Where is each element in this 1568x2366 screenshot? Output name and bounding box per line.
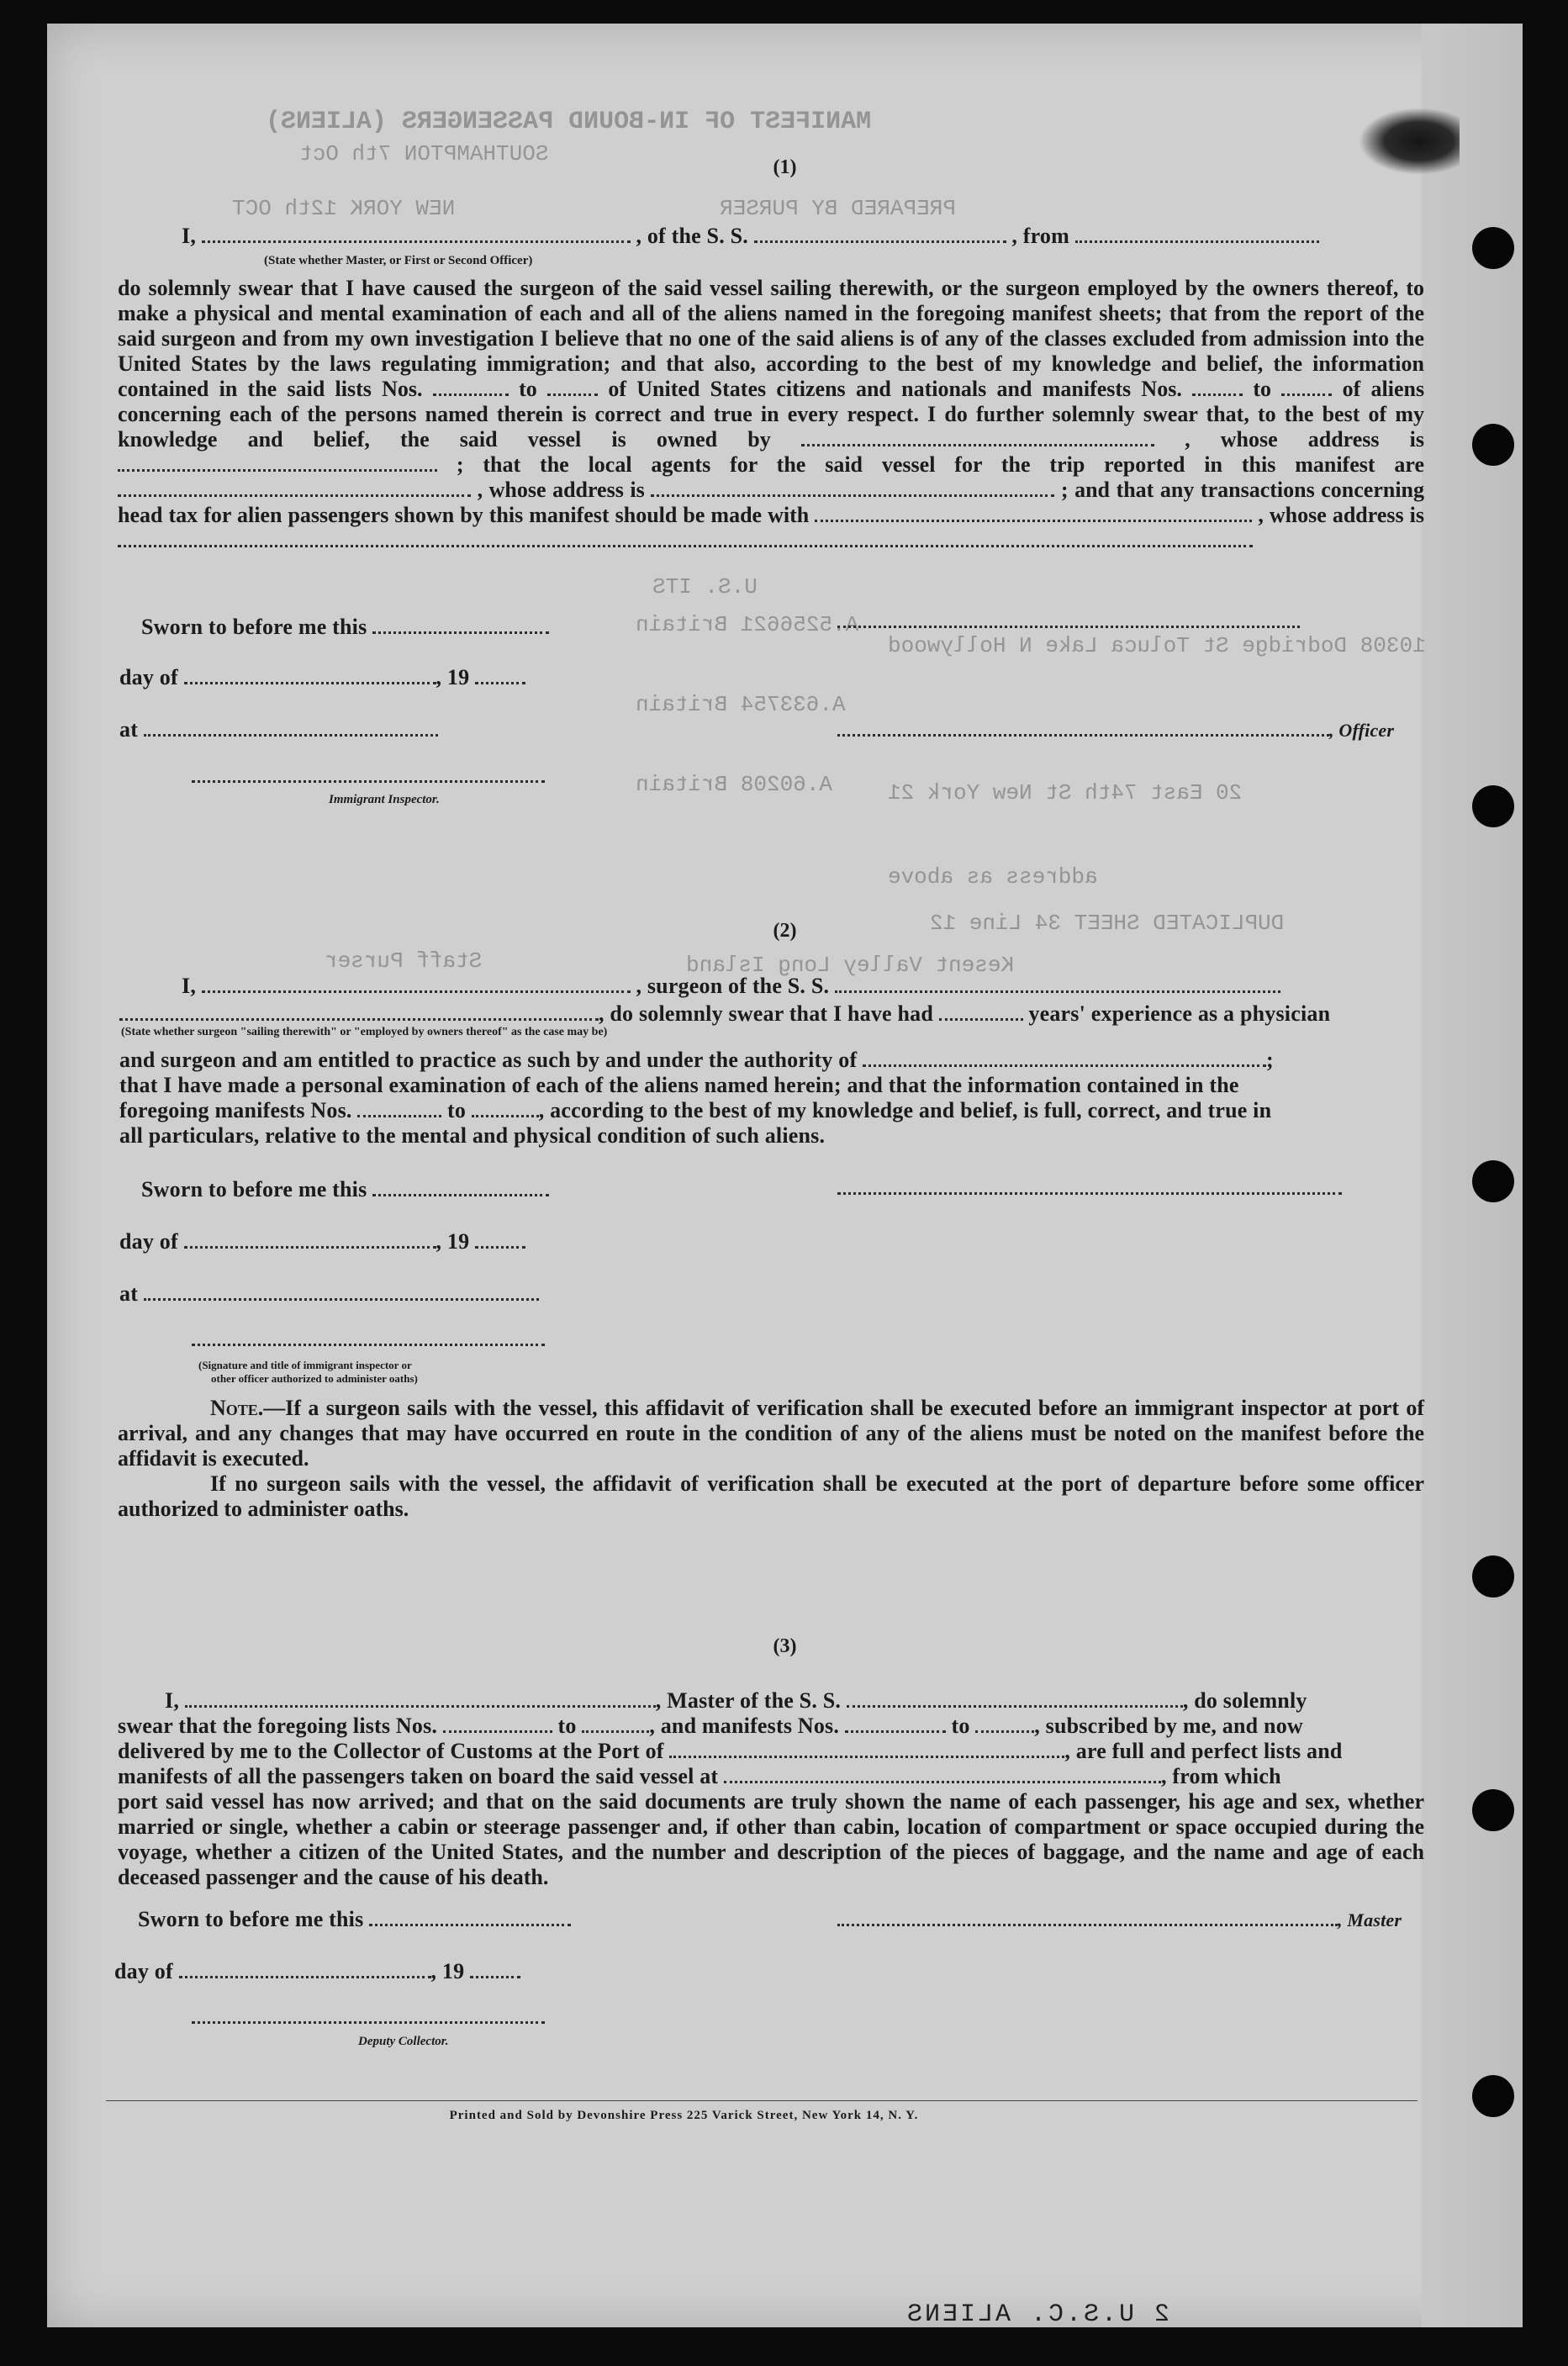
oath-text: of aliens concerning each of the persons named therein is correct and true in every respect. I do further solemnly swear that, to the best of my knowledge and belief, the said vessel is owned by xyxy=(118,377,1425,452)
note-text: —If a surgeon sails with the vessel, this affidavit of verification shall be executed before an immigrant inspector at port of arrival, and any changes that may have occurred en route in the condition of any of the aliens must be noted on the manifest before the affidavit is executed. xyxy=(118,1396,1424,1471)
blank-lists-to xyxy=(547,378,598,396)
text: day of xyxy=(119,1229,178,1254)
authorized-officer-signature-line xyxy=(192,1344,545,1346)
oath-text: ; that the local agents for the said vessel for the trip reported in this manifest are xyxy=(456,452,1424,477)
binder-hole xyxy=(1472,1789,1514,1831)
binder-hole xyxy=(1472,227,1514,269)
note-label: Note. xyxy=(210,1396,264,1420)
text: , 19 xyxy=(436,1229,470,1254)
text: , are full and perfect lists and xyxy=(1064,1739,1343,1763)
blank-manifests-to xyxy=(975,1715,1034,1733)
blank-sailing-status xyxy=(119,1003,599,1021)
section-2-note-2 xyxy=(118,1471,1424,1522)
blank-day xyxy=(184,1231,436,1249)
deputy-signature-line xyxy=(192,2021,545,2024)
text: at xyxy=(119,1281,139,1306)
bleed-line: U.S. ITS xyxy=(652,574,758,599)
blank-boarding-port xyxy=(724,1766,1161,1783)
blank-vessel-name xyxy=(835,975,1280,993)
section-3-line-4 xyxy=(118,1764,1281,1789)
blank-year xyxy=(470,1961,520,1978)
blank-port-from xyxy=(1075,225,1319,243)
text: and surgeon and am entitled to practice as such by and under the authority of xyxy=(119,1048,858,1072)
blank-vessel-name xyxy=(754,225,1006,243)
text: to xyxy=(951,1714,970,1738)
blank-lists-to xyxy=(582,1715,649,1733)
blank-sworn xyxy=(372,1179,549,1196)
text: I, xyxy=(182,224,197,248)
blank-manifests-to xyxy=(472,1100,539,1117)
surgeon-caption: (State whether surgeon "sailing therewith" or "employed by owners thereof" as the case may be) xyxy=(121,1026,608,1038)
text: , Master of the S. S. xyxy=(655,1688,842,1713)
officer-line xyxy=(837,717,1394,742)
text: at xyxy=(119,717,139,742)
blank-master-signature xyxy=(837,1909,1338,1926)
blank-at xyxy=(144,719,438,737)
blank-surgeon-name xyxy=(202,975,631,993)
oath-text: , whose address is xyxy=(1185,427,1425,452)
inspector-signature-line xyxy=(192,780,545,783)
blank-sworn xyxy=(372,616,549,634)
blank-officer-name xyxy=(202,225,631,243)
binder-hole xyxy=(1472,2075,1514,2117)
text: , Officer xyxy=(1329,720,1395,741)
blank-local-agents xyxy=(118,479,471,497)
text: day of xyxy=(114,1959,173,1983)
section-3-line-1 xyxy=(165,1688,1307,1714)
bleed-line: NEW YORK 12th OCT xyxy=(232,196,456,221)
section-1-oath xyxy=(118,276,1424,553)
blank-authority xyxy=(863,1049,1266,1067)
bleed-line: A.633754 Britain xyxy=(636,692,846,717)
text: , from xyxy=(1011,224,1069,248)
text: , do solemnly xyxy=(1182,1688,1307,1713)
blank-owner-address xyxy=(118,454,437,472)
section-2-at xyxy=(119,1281,539,1307)
bleed-line: A.5256621 Britain xyxy=(636,612,859,637)
text: delivered by me to the Collector of Customs at the Port of xyxy=(118,1739,664,1763)
text: Sworn to before me this xyxy=(141,1177,367,1201)
section-3-line-3 xyxy=(118,1739,1343,1764)
text: , according to the best of my knowledge and belief, is full, correct, and true in xyxy=(538,1098,1272,1122)
text: Sworn to before me this xyxy=(138,1907,364,1931)
blank-owner xyxy=(801,429,1154,446)
binder-hole xyxy=(1472,785,1514,827)
blank-manifests-from xyxy=(1192,378,1243,396)
blank-year xyxy=(475,1231,525,1249)
signature-caption-2: other officer authorized to administer oaths) xyxy=(211,1372,418,1385)
text: manifests of all the passengers taken on board the said vessel at xyxy=(118,1764,719,1788)
text: day of xyxy=(119,665,178,689)
section-2-day xyxy=(119,1229,525,1254)
text: , subscribed by me, and now xyxy=(1034,1714,1303,1738)
blank-manifests-to xyxy=(1281,378,1332,396)
bleed-line: 10308 Dodridge St Toluca Lake N Hollywood xyxy=(888,633,1426,658)
section-3-day xyxy=(114,1959,520,1984)
text: Sworn to before me this xyxy=(141,615,367,639)
section-1-day xyxy=(119,665,525,690)
section-3-oath xyxy=(118,1789,1424,1890)
blank-at xyxy=(144,1283,539,1301)
blank-agents-address xyxy=(651,479,1054,497)
text: , do solemnly swear that I have had xyxy=(599,1001,934,1026)
bleed-line: A.60208 Britain xyxy=(636,772,833,797)
bleed-line: Kesent Valley Long Island xyxy=(686,953,1015,978)
note-text: If no surgeon sails with the vessel, the affidavit of verification shall be executed at the port of departure before some officer authorized to administer oaths. xyxy=(118,1471,1424,1521)
bleed-line: 20 East 74th St New York 21 xyxy=(888,780,1243,805)
printer-imprint: Printed and Sold by Devonshire Press 225 Varick Street, New York 14, N. Y. xyxy=(449,2109,919,2122)
oath-text: of United States citizens and nationals and manifests Nos. xyxy=(608,377,1182,401)
blank-port xyxy=(669,1740,1064,1758)
oath-text: port said vessel has now arrived; and that on the said documents are truly shown the name of each passenger, his age and sex, whether married or single, whether a cabin or steerage passenger and, if other than cabin, location of compartment or space occupied during the voyage, whether a citizen of the United States, and the number and description of the pieces of baggage, and the name and age of each deceased passenger and the cause of his death. xyxy=(118,1789,1424,1889)
text: to xyxy=(447,1098,467,1122)
text: I, xyxy=(165,1688,180,1713)
master-line xyxy=(837,1907,1402,1932)
text: to xyxy=(557,1714,577,1738)
section-2-line-1 xyxy=(182,974,1280,999)
blank-vessel-name xyxy=(847,1690,1183,1708)
section-2-number: (2) xyxy=(773,920,797,942)
section-3-number: (3) xyxy=(773,1635,797,1657)
oath-text: ; and that any transactions concerning head tax for alien passengers shown by this manifest should be made with xyxy=(118,478,1425,527)
text: swear that the foregoing lists Nos. xyxy=(118,1714,438,1738)
section-2-line-4: that I have made a personal examination of each of the aliens named herein; and that the information contained in the xyxy=(119,1073,1239,1097)
section-3-line-2 xyxy=(118,1714,1303,1739)
oath-text: to xyxy=(1253,377,1272,401)
blank-master-name xyxy=(185,1690,656,1708)
section-2-sworn xyxy=(141,1177,549,1202)
section-2-line-2 xyxy=(119,1001,1330,1027)
bleed-line: PREPARED BY PURSER xyxy=(720,196,956,221)
text: , and manifests Nos. xyxy=(649,1714,840,1738)
officer-signature-line xyxy=(837,626,1300,628)
deputy-caption: Deputy Collector. xyxy=(358,2035,449,2048)
section-1-number: (1) xyxy=(773,156,797,178)
blank-sworn xyxy=(369,1909,571,1926)
bleed-line: Staff Purser xyxy=(325,948,483,974)
text: , from which xyxy=(1161,1764,1281,1788)
inspector-caption: Immigrant Inspector. xyxy=(329,793,440,806)
signature-caption-1: (Signature and title of immigrant inspector or xyxy=(198,1359,412,1371)
text: , 19 xyxy=(430,1959,465,1983)
binder-hole xyxy=(1472,1555,1514,1598)
section-2-note xyxy=(118,1396,1424,1471)
officer-caption: (State whether Master, or First or Second Officer) xyxy=(264,254,533,267)
text: , 19 xyxy=(436,665,470,689)
bleed-line: MANIFEST OF IN-BOUND PASSENGERS (ALIENS) xyxy=(266,108,872,136)
surgeon-signature-line xyxy=(837,1192,1342,1195)
bleed-line: SOUTHAMPTON 7th Oct xyxy=(299,141,549,166)
oath-text: to xyxy=(519,377,537,401)
text: years' experience as a physician xyxy=(1028,1001,1331,1026)
text: , Master xyxy=(1338,1909,1402,1930)
blank-officer-signature xyxy=(837,719,1329,737)
oath-text: do solemnly swear that I have caused the surgeon of the said vessel sailing therewith, or the surgeon employed by the owners thereof, to make a physical and mental examination of each and all of the aliens named in the foregoing manifest sheets; that from the report of the said surgeon and from my own investigation I believe that no one of the said aliens is of any of the classes excluded from admission into the United States by the laws regulating immigration; and that also, according to the best of my knowledge and belief, the information contained in the said lists Nos. xyxy=(118,276,1424,401)
section-2-line-6: all particulars, relative to the mental and physical condition of such aliens. xyxy=(119,1123,826,1148)
bleed-line: address as above xyxy=(888,864,1098,890)
text: foregoing manifests Nos. xyxy=(119,1098,352,1122)
oath-text: , whose address is xyxy=(1258,503,1424,527)
section-1-line-1 xyxy=(182,224,1319,249)
binder-hole xyxy=(1472,1160,1514,1202)
section-2-line-3: and surgeon and am entitled to practice as such by and under the authority of ; xyxy=(119,1048,1274,1072)
blank-manifests-from xyxy=(845,1715,946,1733)
blank-lists-from xyxy=(443,1715,552,1733)
binder-hole xyxy=(1472,424,1514,466)
section-2-line-5 xyxy=(119,1098,1271,1123)
section-1-at xyxy=(119,717,438,742)
text: , of the S. S. xyxy=(636,224,748,248)
text: I, xyxy=(182,974,197,998)
text: , surgeon of the S. S. xyxy=(636,974,830,998)
section-1-sworn xyxy=(141,615,549,640)
blank-day xyxy=(179,1961,431,1978)
printer-rule xyxy=(106,2100,1418,2101)
section-3-sworn xyxy=(138,1907,571,1932)
oath-text: , whose address is xyxy=(477,478,645,502)
blank-year xyxy=(475,667,525,684)
footer-stamp: 2 U.S.C. ALIENS xyxy=(905,2300,1170,2329)
blank-years xyxy=(939,1003,1023,1021)
blank-lists-from xyxy=(433,378,509,396)
blank-day xyxy=(184,667,436,684)
blank-head-tax-party xyxy=(815,504,1252,522)
bleed-line: DUPLICATED SHEET 34 Line 12 xyxy=(930,911,1285,936)
manifest-reverse-page xyxy=(47,24,1523,2327)
blank-manifests-from xyxy=(357,1100,441,1117)
blank-head-tax-address xyxy=(118,530,1253,547)
